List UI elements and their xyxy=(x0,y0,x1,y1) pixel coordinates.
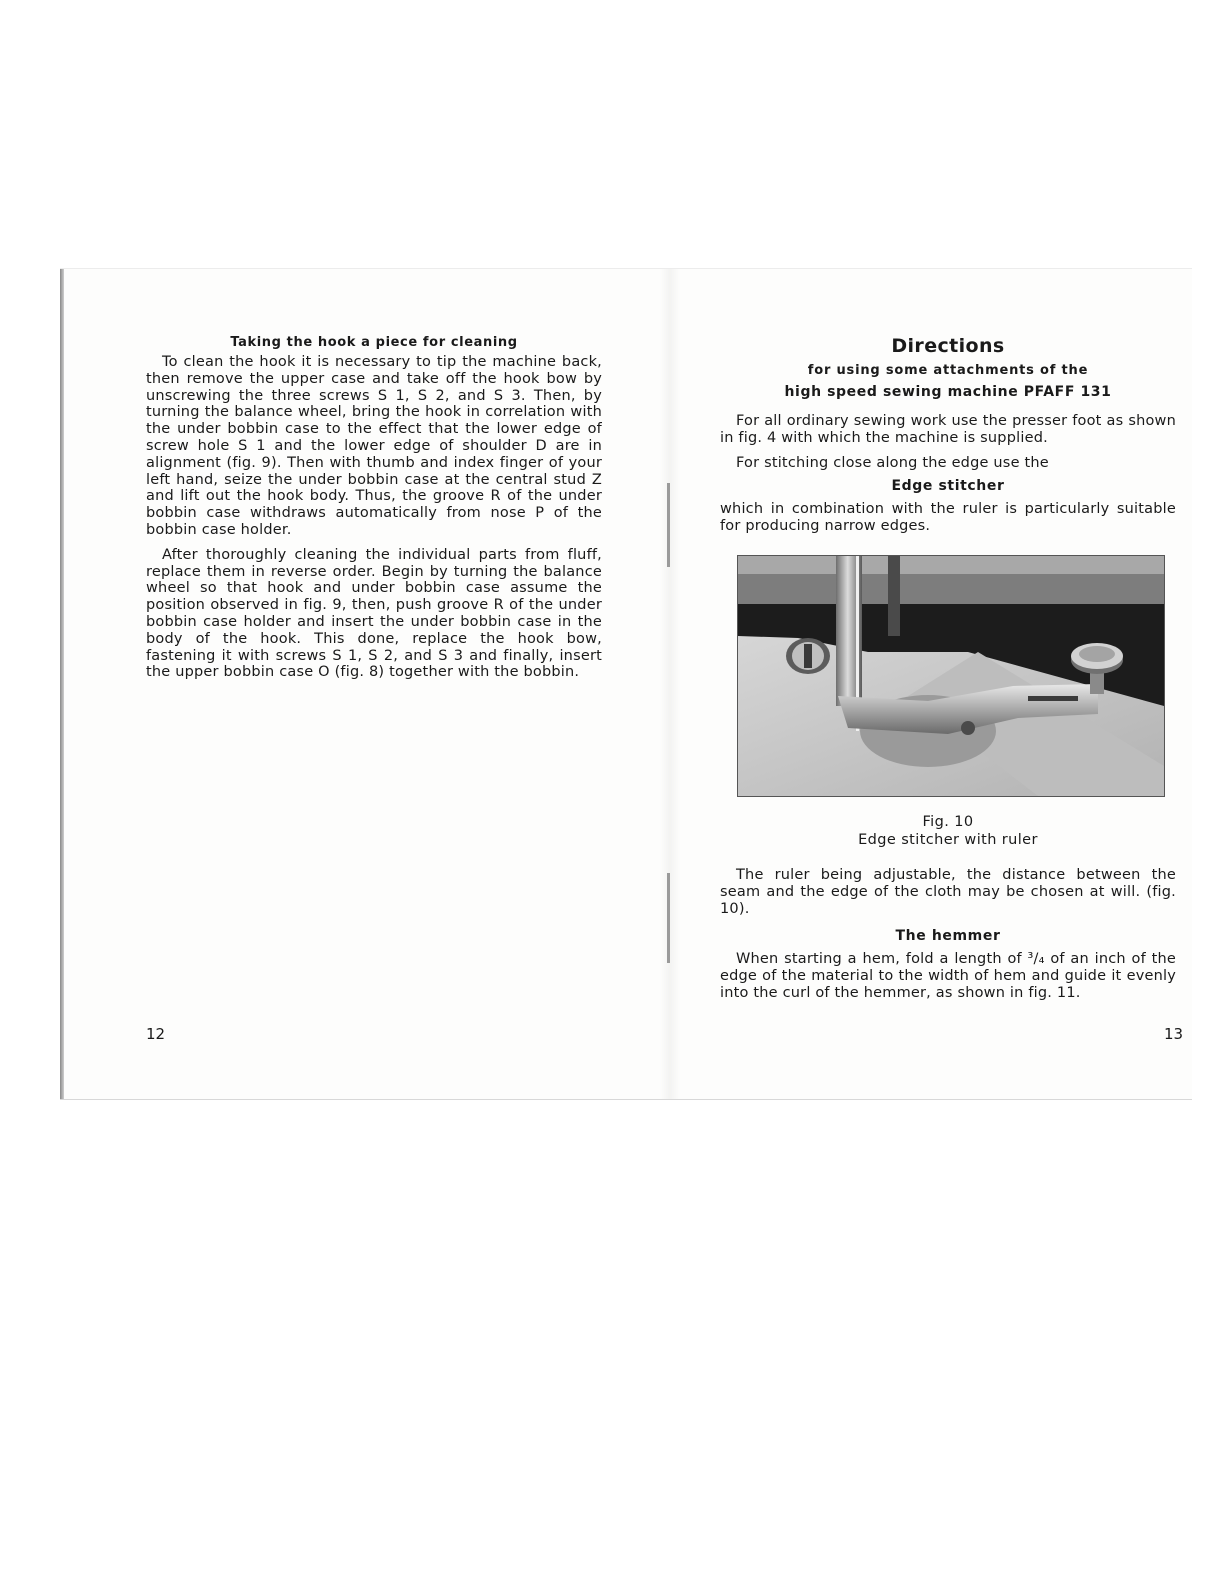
right-paragraph-5: When starting a hem, fold a length of ³/₄ of an inch of the edge of the material to the width of hem and guide it evenly into the curl of the hemmer, as shown in fig. 11. xyxy=(720,951,1176,1001)
left-paragraph-1: To clean the hook it is necessary to tip the machine back, then remove the upper case and take off the hook bow by unscrewing the three screws S 1, S 2, and S 3. Then, by turning the balance wheel, bring the hook in correlation with the under bobbin case to the effect that the lower edge of screw hole S 1 and the lower edge of shoulder D are in alignment (fig. 9). Then with thumb and index finger of your left hand, seize the under bobbin case at the central stud Z and lift out the hook body. Thus, the groove R of the under bobbin case withdraws automatically from nose P of the bobbin case holder. xyxy=(146,354,602,538)
edge-stitcher-photo xyxy=(737,555,1165,797)
figure-caption xyxy=(720,813,1176,849)
right-page-title: Directions xyxy=(891,335,1005,357)
right-page-number: 13 xyxy=(1164,1025,1184,1043)
right-paragraph-3: which in combination with the ruler is particularly suitable for producing narrow edges. xyxy=(720,501,1176,535)
left-page-number: 12 xyxy=(146,1025,166,1043)
book-gutter xyxy=(660,269,680,1099)
right-subtitle-1: for using some attachments of the xyxy=(807,363,1089,378)
right-paragraph-1: For all ordinary sewing work use the presser foot as shown in fig. 4 with which the machine is supplied. xyxy=(720,413,1176,446)
left-page xyxy=(146,335,602,689)
book-spread xyxy=(60,268,1192,1100)
left-paragraph-2: After thoroughly cleaning the individual parts from fluff, replace them in reverse order. Begin by turning the balance wheel so that hook and under bobbin case assume the position observed in fig. 9, then, push groove R of the under bobbin case holder and insert the under bobbin case in the body of the hook. This done, replace the hook bow, fastening it with screws S 1, S 2, and S 3 and finally, insert the upper bobbin case O (fig. 8) together with the bobbin. xyxy=(146,546,602,681)
figure-title: Edge stitcher with ruler xyxy=(858,831,1038,848)
right-paragraph-4: The ruler being adjustable, the distance between the seam and the edge of the cloth may be chosen at will. (fig. 10). xyxy=(720,866,1176,917)
left-page-heading: Taking the hook a piece for cleaning xyxy=(230,335,518,350)
hemmer-heading: The hemmer xyxy=(895,928,1001,945)
edge-stitcher-heading: Edge stitcher xyxy=(891,478,1005,495)
right-page xyxy=(720,335,1176,1010)
gutter-mark-top xyxy=(667,483,670,567)
figure-number: Fig. 10 xyxy=(922,813,974,830)
right-subtitle-2: high speed sewing machine PFAFF 131 xyxy=(784,384,1112,400)
gutter-mark-bottom xyxy=(667,873,670,963)
right-paragraph-2: For stitching close along the edge use the xyxy=(736,454,1049,471)
page-edge-shadow xyxy=(60,269,64,1099)
